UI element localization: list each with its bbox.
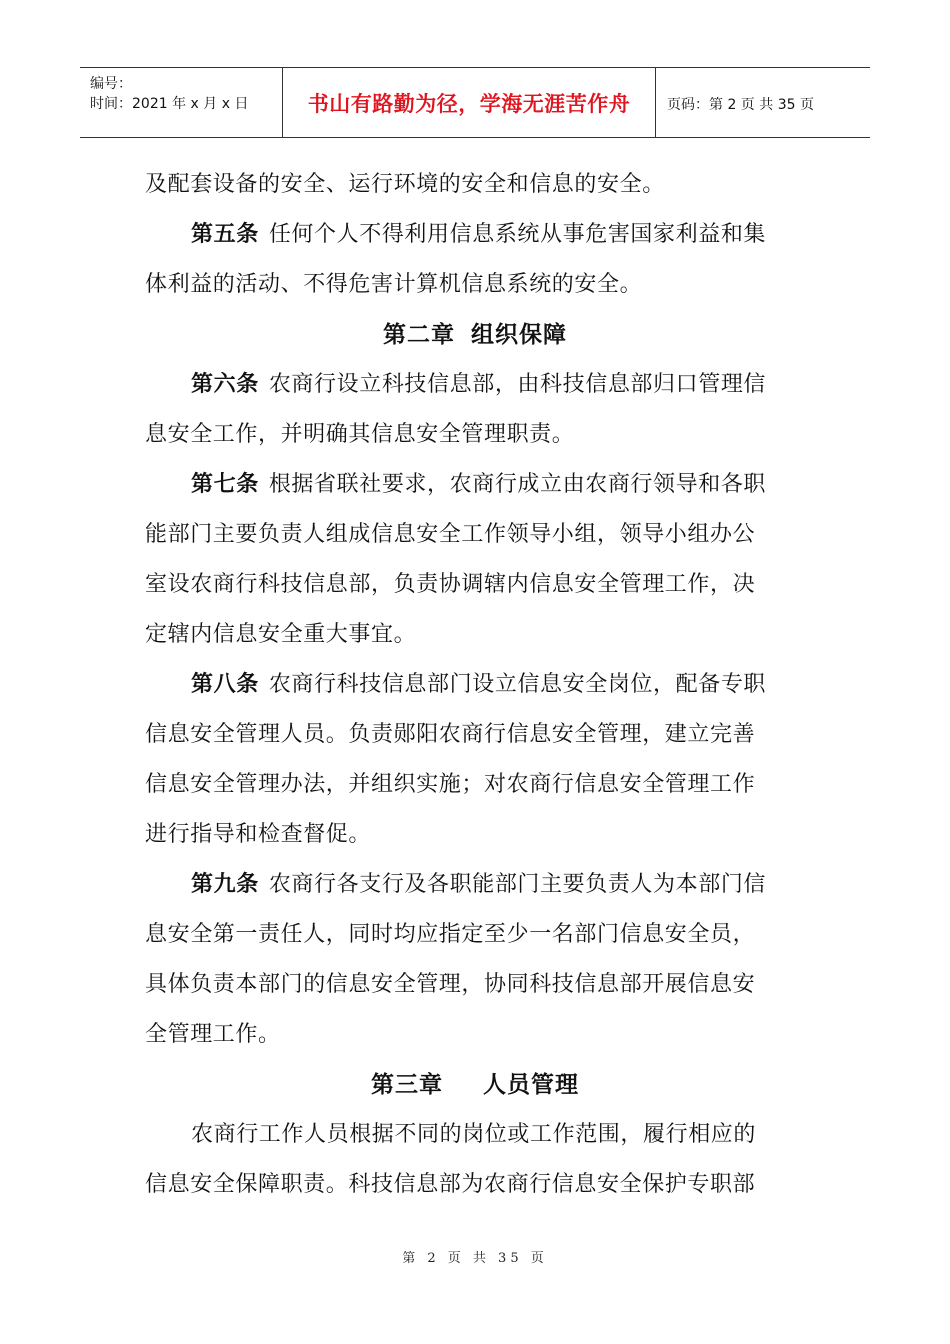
article-8 — [145, 660, 805, 710]
article-text: 根据省联社要求，农商行成立由农商行领导和各职 — [268, 472, 767, 497]
paragraph-line: 进行指导和检查督促。 — [145, 822, 372, 847]
chapter-title: 人员管理 — [483, 1072, 579, 1098]
document-body — [145, 160, 805, 1210]
paragraph-line: 及配套设备的安全、运行环境的安全和信息的安全。 — [145, 172, 665, 197]
article-title: 第九条 — [191, 872, 259, 897]
chapter-number: 第二章 — [383, 322, 455, 348]
article-text: 任何个人不得利用信息系统从事危害国家利益和集 — [268, 222, 767, 247]
article-title: 第六条 — [191, 372, 259, 397]
article-text: 农商行设立科技信息部，由科技信息部归口管理信 — [268, 372, 767, 397]
time-label: 时间：2021 年 x 月 x 日 — [90, 96, 249, 112]
header-divider — [655, 68, 656, 137]
paragraph-line: 定辖内信息安全重大事宜。 — [145, 622, 417, 647]
article-title: 第七条 — [191, 472, 259, 497]
article-7 — [145, 460, 805, 510]
paragraph-line: 息安全第一责任人，同时均应指定至少一名部门信息安全员， — [145, 922, 756, 947]
paragraph-line: 信息安全管理办法，并组织实施；对农商行信息安全管理工作 — [145, 772, 756, 797]
paragraph-line: 信息安全管理人员。负责郧阳农商行信息安全管理，建立完善 — [145, 722, 756, 747]
page-footer: 第 2 页 共 35 页 — [402, 1251, 548, 1266]
number-label: 编号： — [90, 76, 132, 92]
article-5 — [145, 210, 805, 260]
paragraph-line: 信息安全保障职责。科技信息部为农商行信息安全保护专职部 — [145, 1172, 756, 1197]
header-meta — [90, 74, 248, 114]
article-text: 农商行科技信息部门设立信息安全岗位，配备专职 — [268, 672, 767, 697]
article-title: 第五条 — [191, 222, 259, 247]
article-text: 农商行各支行及各职能部门主要负责人为本部门信 — [268, 872, 767, 897]
chapter-number: 第三章 — [371, 1072, 443, 1098]
paragraph-line: 息安全工作，并明确其信息安全管理职责。 — [145, 422, 575, 447]
paragraph-line: 室设农商行科技信息部，负责协调辖内信息安全管理工作，决 — [145, 572, 756, 597]
chapter-heading — [145, 1060, 805, 1110]
page-header — [80, 67, 870, 138]
header-page-info: 页码：第 2 页 共 35 页 — [667, 97, 814, 113]
paragraph-line: 农商行工作人员根据不同的岗位或工作范围，履行相应的 — [191, 1122, 757, 1147]
article-title: 第八条 — [191, 672, 259, 697]
chapter-heading — [145, 310, 805, 360]
article-9 — [145, 860, 805, 910]
paragraph-line: 具体负责本部门的信息安全管理，协同科技信息部开展信息安 — [145, 972, 756, 997]
article-6 — [145, 360, 805, 410]
paragraph-line: 能部门主要负责人组成信息安全工作领导小组，领导小组办公 — [145, 522, 756, 547]
paragraph-line: 全管理工作。 — [145, 1022, 281, 1047]
chapter-title: 组织保障 — [471, 322, 567, 348]
header-motto: 书山有路勤为径，学海无涯苦作舟 — [307, 91, 631, 116]
paragraph-line: 体利益的活动、不得危害计算机信息系统的安全。 — [145, 272, 643, 297]
